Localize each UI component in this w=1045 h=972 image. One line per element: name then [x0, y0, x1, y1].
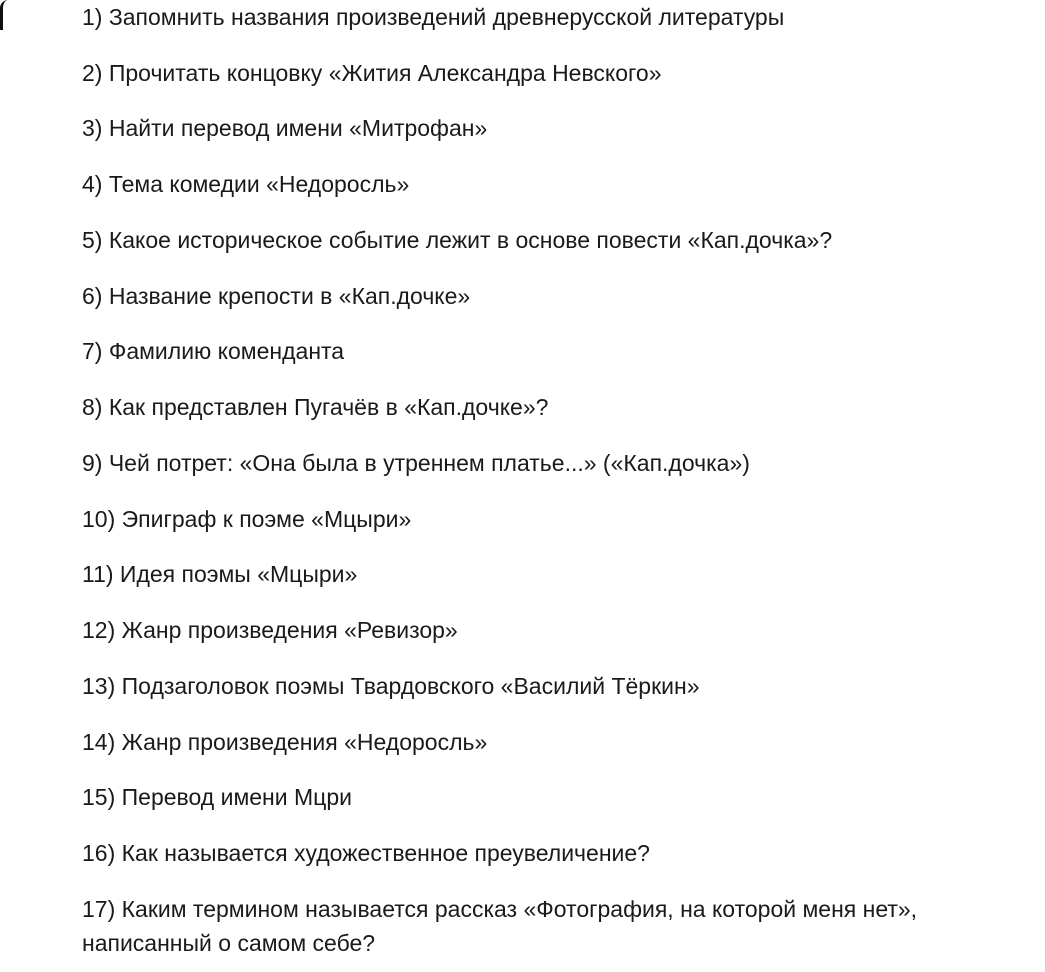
- question-item-6: 6) Название крепости в «Кап.дочке»: [82, 283, 471, 309]
- question-item-14: 14) Жанр произведения «Недоросль»: [82, 729, 488, 755]
- question-item-5: 5) Какое историческое событие лежит в основе повести «Кап.дочка»?: [82, 227, 833, 253]
- question-item-4: 4) Тема комедии «Недоросль»: [82, 171, 410, 197]
- question-item-15: 15) Перевод имени Мцри: [82, 784, 352, 810]
- question-item-10: 10) Эпиграф к поэме «Мцыри»: [82, 506, 412, 532]
- edge-crop-mark: [0, 0, 8, 30]
- question-item-2: 2) Прочитать концовку «Жития Александра Невского»: [82, 60, 662, 86]
- question-item-1: 1) Запомнить названия произведений древнерусской литературы: [82, 4, 785, 30]
- question-item-8: 8) Как представлен Пугачёв в «Кап.дочке»?: [82, 394, 549, 420]
- question-item-13: 13) Подзаголовок поэмы Твардовского «Василий Тёркин»: [82, 673, 700, 699]
- question-item-11: 11) Идея поэмы «Мцыри»: [82, 561, 358, 587]
- question-item-7: 7) Фамилию коменданта: [82, 338, 345, 364]
- question-item-9: 9) Чей потрет: «Она была в утреннем платье...» («Кап.дочка»): [82, 450, 750, 476]
- question-item-12: 12) Жанр произведения «Ревизор»: [82, 617, 458, 643]
- question-item-3: 3) Найти перевод имени «Митрофан»: [82, 115, 488, 141]
- question-item-16: 16) Как называется художественное преувеличение?: [82, 840, 650, 866]
- question-item-17: 17) Каким термином называется рассказ «Фотография, на которой меня нет», написанный о самом себе?: [82, 896, 918, 956]
